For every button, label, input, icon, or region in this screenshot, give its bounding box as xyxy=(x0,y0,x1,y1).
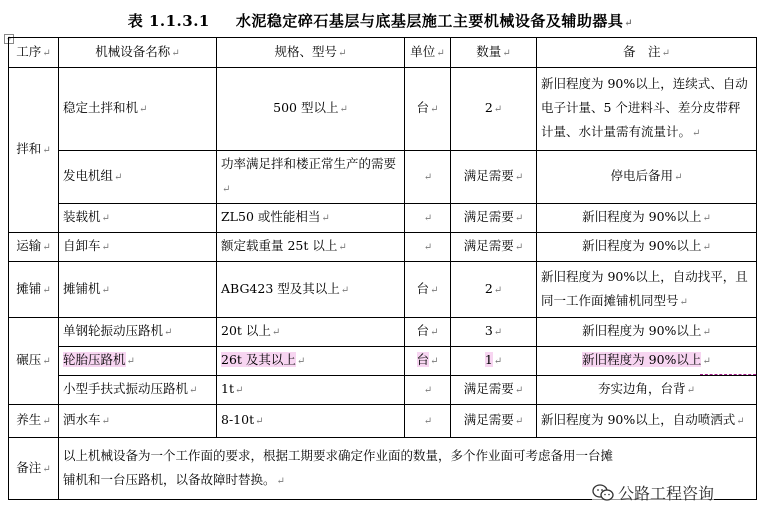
header-process: 工序↵ xyxy=(9,38,59,68)
equipment-name-cell: 小型手扶式振动压路机↵ xyxy=(59,376,217,405)
spec-cell: 额定载重量 25t 以上↵ xyxy=(217,233,405,262)
equipment-name-cell: 洒水车↵ xyxy=(59,405,217,438)
table-row-highlighted xyxy=(9,347,757,376)
remark-cell: 新旧程度为 90%以上↵ xyxy=(537,233,757,262)
equipment-name-cell: 发电机组↵ xyxy=(59,151,217,204)
header-name: 机械设备名称↵ xyxy=(59,38,217,68)
process-cell: 运输↵ xyxy=(9,233,59,262)
remark-cell: 新旧程度为 90%以上↵ xyxy=(537,318,757,347)
watermark-text: 公路工程咨询 xyxy=(618,484,715,503)
process-cell: 养生↵ xyxy=(9,405,59,438)
remark-cell: 新旧程度为 90%以上，自动找平，且同一工作面摊铺机同型号↵ xyxy=(537,262,757,318)
equipment-name-cell: 摊铺机↵ xyxy=(59,262,217,318)
header-remark: 备 注↵ xyxy=(537,38,757,68)
unit-cell: ↵ xyxy=(405,151,451,204)
unit-cell: 台↵ xyxy=(405,262,451,318)
qty-cell: 2↵ xyxy=(451,68,537,151)
qty-cell: 3↵ xyxy=(451,318,537,347)
qty-cell: 满足需要↵ xyxy=(451,151,537,204)
table-title: 水泥稳定碎石基层与底基层施工主要机械设备及辅助器具 xyxy=(235,12,624,30)
qty-cell: 2↵ xyxy=(451,262,537,318)
unit-cell: ↵ xyxy=(405,204,451,233)
equipment-table xyxy=(8,37,757,500)
qty-cell: 满足需要↵ xyxy=(451,233,537,262)
revision-dash-line xyxy=(700,374,756,375)
table-row xyxy=(9,151,757,204)
process-cell: 摊铺↵ xyxy=(9,262,59,318)
table-row xyxy=(9,376,757,405)
table-move-handle-icon[interactable]: + xyxy=(4,34,14,44)
unit-cell: ↵ xyxy=(405,405,451,438)
remark-cell: 新旧程度为 90%以上，连续式、自动电子计量、5 个进料斗、差分皮带秤计量、水计量需有流量计。↵ xyxy=(537,68,757,151)
document-title xyxy=(0,10,761,31)
equipment-name-cell: 轮胎压路机↵ xyxy=(59,347,217,376)
qty-cell: 满足需要↵ xyxy=(451,204,537,233)
unit-cell: 台↵ xyxy=(405,347,451,376)
paragraph-mark: ↵ xyxy=(624,18,634,29)
spec-cell: ZL50 或性能相当↵ xyxy=(217,204,405,233)
table-header-row xyxy=(9,38,757,68)
equipment-name-cell: 稳定土拌和机↵ xyxy=(59,68,217,151)
equipment-name-cell: 单钢轮振动压路机↵ xyxy=(59,318,217,347)
spec-cell: 20t 以上↵ xyxy=(217,318,405,347)
spec-cell: 功率满足拌和楼正常生产的需要↵ xyxy=(217,151,405,204)
equipment-name-cell: 自卸车↵ xyxy=(59,233,217,262)
remark-cell: 夯实边角，台背↵ xyxy=(537,376,757,405)
remark-cell: 新旧程度为 90%以上，自动喷洒式↵ xyxy=(537,405,757,438)
remark-cell: 新旧程度为 90%以上↵ xyxy=(537,204,757,233)
unit-cell: 台↵ xyxy=(405,318,451,347)
process-cell: 碾压↵ xyxy=(9,318,59,405)
table-row xyxy=(9,68,757,151)
spec-cell: 1t↵ xyxy=(217,376,405,405)
table-row xyxy=(9,262,757,318)
process-cell: 拌和↵ xyxy=(9,68,59,233)
qty-cell: 满足需要↵ xyxy=(451,376,537,405)
spec-cell: 26t 及其以上↵ xyxy=(217,347,405,376)
table-row xyxy=(9,405,757,438)
remark-cell: 停电后备用↵ xyxy=(537,151,757,204)
spec-cell: ABG423 型及其以上↵ xyxy=(217,262,405,318)
table-row xyxy=(9,233,757,262)
header-unit: 单位↵ xyxy=(405,38,451,68)
table-row xyxy=(9,318,757,347)
qty-cell: 满足需要↵ xyxy=(451,405,537,438)
unit-cell: ↵ xyxy=(405,233,451,262)
equipment-name-cell: 装载机↵ xyxy=(59,204,217,233)
header-spec: 规格、型号↵ xyxy=(217,38,405,68)
remark-cell: 新旧程度为 90%以上↵ xyxy=(537,347,757,376)
spec-cell: 500 型以上↵ xyxy=(217,68,405,151)
unit-cell: 台↵ xyxy=(405,68,451,151)
note-label-cell: 备注↵ xyxy=(9,438,59,500)
wechat-icon xyxy=(592,484,614,502)
spec-cell: 8-10t↵ xyxy=(217,405,405,438)
unit-cell: ↵ xyxy=(405,376,451,405)
watermark xyxy=(592,481,714,504)
table-number: 表 1.1.3.1 xyxy=(127,12,210,30)
qty-cell: 1↵ xyxy=(451,347,537,376)
note-text-cell: 以上机械设备为一个工作面的要求，根据工期要求确定作业面的数量，多个作业面可考虑备用一台摊铺机和一台压路机，以备故障时替换。↵ xyxy=(59,438,757,500)
header-qty: 数量↵ xyxy=(451,38,537,68)
table-row xyxy=(9,204,757,233)
